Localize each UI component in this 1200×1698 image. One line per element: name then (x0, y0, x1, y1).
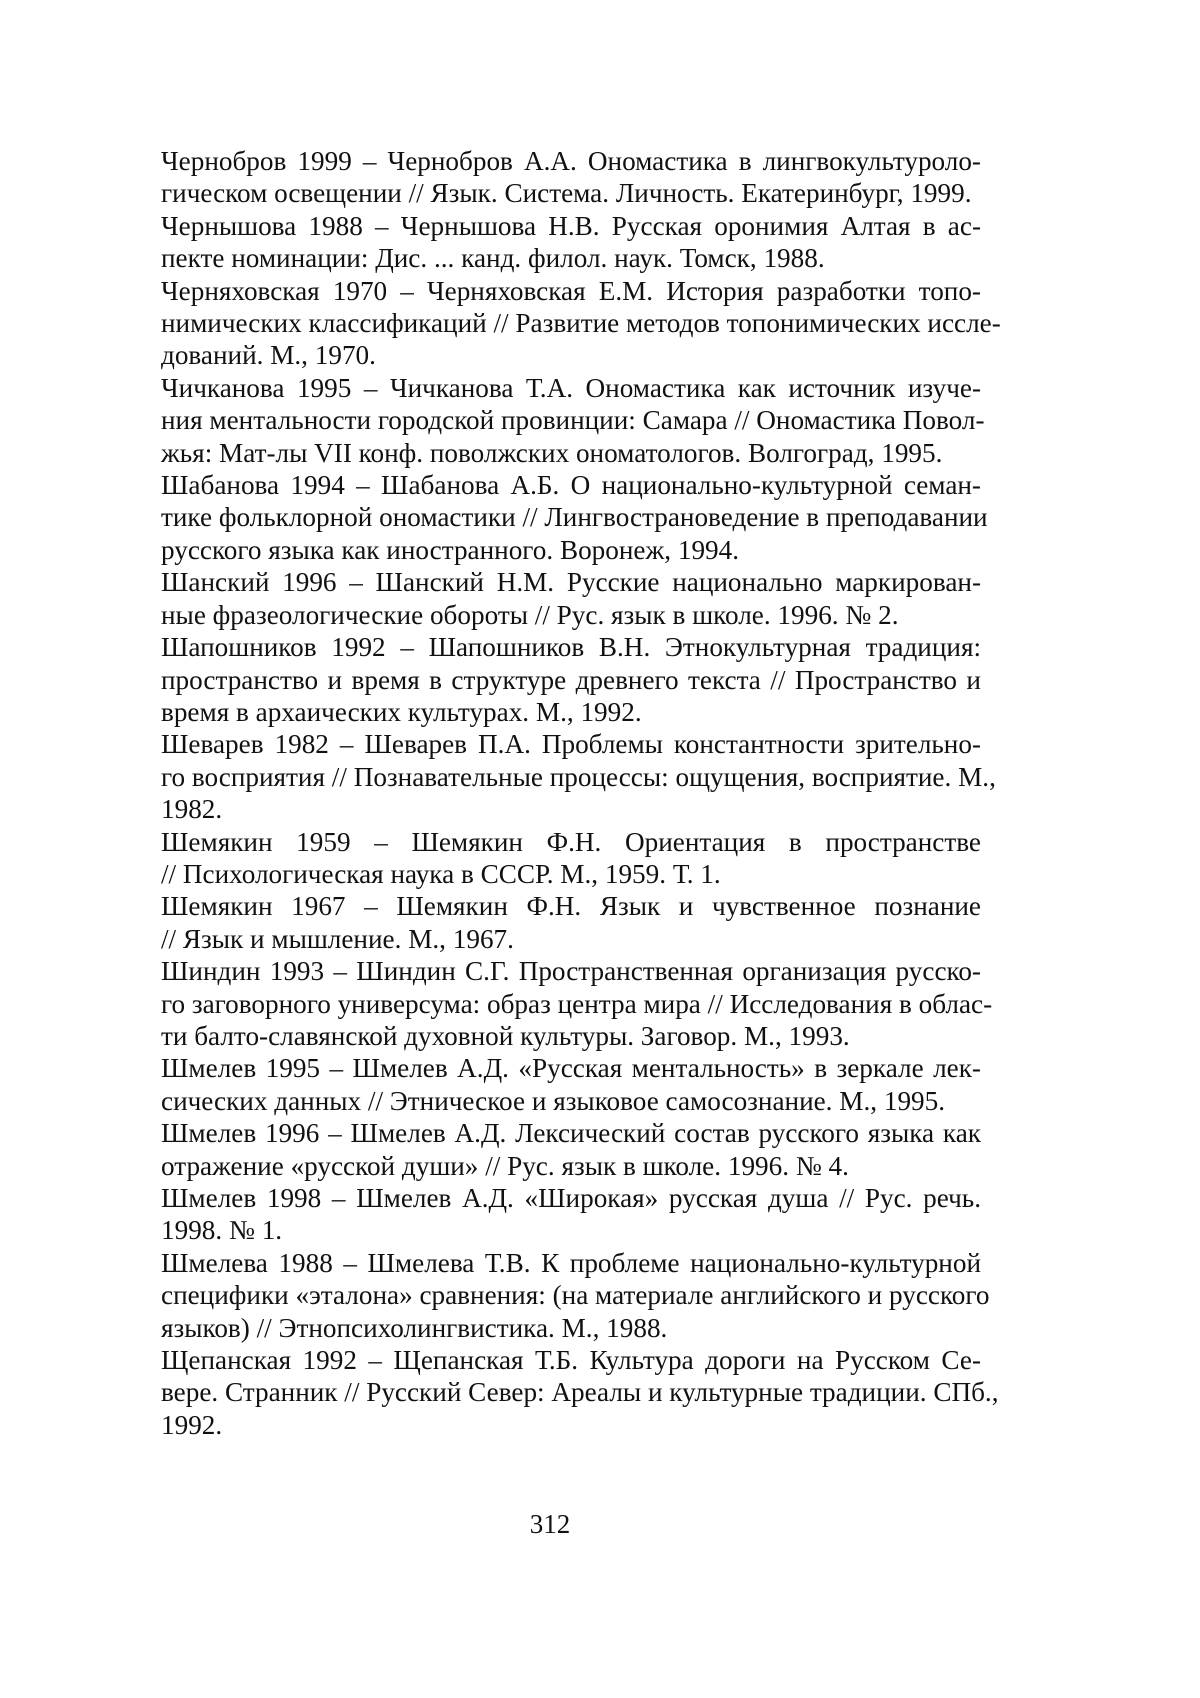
entry-continuation-line: // Язык и мышление. М., 1967. (161, 923, 514, 954)
entry-continuation-line: нимических классификаций // Развитие методов топонимических иссле- (161, 308, 1001, 339)
entry-first-line: Шапошников 1992 – Шапошников В.Н. Этнокультурная традиция: (161, 632, 981, 663)
bibliography-entry (161, 275, 1001, 372)
bibliography-entry (161, 469, 988, 566)
entry-first-line: Шиндин 1993 – Шиндин С.Г. Пространственная организация русско- (161, 956, 981, 987)
entry-first-line: Шемякин 1959 – Шемякин Ф.Н. Ориентация в пространстве (161, 826, 981, 857)
bibliography-entry (161, 145, 981, 210)
bibliography-entry (161, 372, 985, 469)
entry-continuation-line: время в архаических культурах. М., 1992. (161, 696, 642, 727)
bibliography-entry (161, 566, 981, 631)
entry-continuation-line: гическом освещении // Язык. Система. Личность. Екатеринбург, 1999. (161, 178, 972, 209)
bibliography-entry (161, 1344, 999, 1441)
bibliography-entry (161, 826, 981, 891)
page-number: 312 (529, 1509, 571, 1539)
entry-continuation-line: пространство и время в структуре древнего текста // Пространство и (161, 664, 981, 695)
entry-continuation-line: го восприятия // Познавательные процессы: ощущения, восприятие. М., (161, 761, 996, 792)
entry-first-line: Шабанова 1994 – Шабанова А.Б. О национально-культурной семан- (161, 470, 981, 501)
entry-first-line: Шмелев 1998 – Шмелев А.Д. «Широкая» русская душа // Рус. речь. (161, 1183, 981, 1213)
entry-continuation-line: специфики «эталона» сравнения: (на материале английского и русского (161, 1280, 990, 1311)
entry-first-line: Чичканова 1995 – Чичканова Т.А. Ономастика как источник изуче- (161, 372, 981, 403)
entry-continuation-line: 1998. № 1. (161, 1215, 283, 1246)
bibliography-list (161, 145, 1001, 1441)
entry-first-line: Чернобров 1999 – Чернобров А.А. Ономастика в лингвокультуроло- (161, 146, 981, 176)
entry-first-line: Шмелева 1988 – Шмелева Т.В. К проблеме национально-культурной (161, 1247, 981, 1278)
entry-continuation-line: сических данных // Этническое и языковое самосознание. М., 1995. (161, 1085, 946, 1116)
bibliography-entry (161, 1117, 981, 1182)
entry-continuation-line: вере. Странник // Русский Север: Ареалы и культурные традиции. СПб., (161, 1377, 999, 1408)
bibliography-entry (161, 955, 993, 1052)
entry-continuation-line: дований. М., 1970. (161, 340, 376, 371)
entry-first-line: Шмелев 1995 – Шмелев А.Д. «Русская ментальность» в зеркале лек- (161, 1053, 981, 1084)
entry-first-line: Шанский 1996 – Шанский Н.М. Русские национально маркирован- (161, 567, 981, 598)
bibliography-entry (161, 1247, 990, 1344)
entry-continuation-line: языков) // Этнопсихолингвистика. М., 1988. (161, 1312, 668, 1343)
entry-continuation-line: пекте номинации: Дис. ... канд. филол. наук. Томск, 1988. (161, 243, 825, 274)
bibliography-entry (161, 631, 981, 728)
entry-first-line: Черняховская 1970 – Черняховская Е.М. История разработки топо- (161, 275, 981, 306)
entry-continuation-line: // Психологическая наука в СССР. М., 1959. Т. 1. (161, 858, 721, 889)
entry-first-line: Шмелев 1996 – Шмелев А.Д. Лексический состав русского языка как (161, 1118, 981, 1149)
bibliography-entry (161, 210, 981, 275)
bibliography-entry (161, 728, 996, 825)
entry-continuation-line: тике фольклорной ономастики // Лингвострановедение в преподавании (161, 502, 988, 533)
entry-first-line: Щепанская 1992 – Щепанская Т.Б. Культура дороги на Русском Се- (161, 1345, 981, 1376)
bibliography-entry (161, 1052, 981, 1117)
entry-continuation-line: 1982. (161, 794, 223, 825)
entry-first-line: Шеварев 1982 – Шеварев П.А. Проблемы константности зрительно- (161, 729, 981, 760)
entry-continuation-line: го заговорного универсума: образ центра мира // Исследования в облас- (161, 988, 993, 1019)
entry-continuation-line: ния ментальности городской провинции: Самара // Ономастика Повол- (161, 405, 985, 436)
entry-continuation-line: отражение «русской души» // Рус. язык в школе. 1996. № 4. (161, 1150, 849, 1181)
entry-first-line: Шемякин 1967 – Шемякин Ф.Н. Язык и чувственное познание (161, 891, 981, 922)
entry-continuation-line: 1992. (161, 1409, 223, 1440)
bibliography-entry (161, 890, 981, 955)
entry-first-line: Чернышова 1988 – Чернышова Н.В. Русская оронимия Алтая в ас- (161, 210, 981, 241)
entry-continuation-line: ные фразеологические обороты // Рус. язык в школе. 1996. № 2. (161, 599, 899, 630)
entry-continuation-line: русского языка как иностранного. Воронеж, 1994. (161, 534, 740, 565)
entry-continuation-line: жья: Мат-лы VII конф. поволжских ономатологов. Волгоград, 1995. (161, 437, 943, 468)
bibliography-entry (161, 1182, 981, 1247)
entry-continuation-line: ти балто-славянской духовной культуры. Заговор. М., 1993. (161, 1020, 850, 1051)
